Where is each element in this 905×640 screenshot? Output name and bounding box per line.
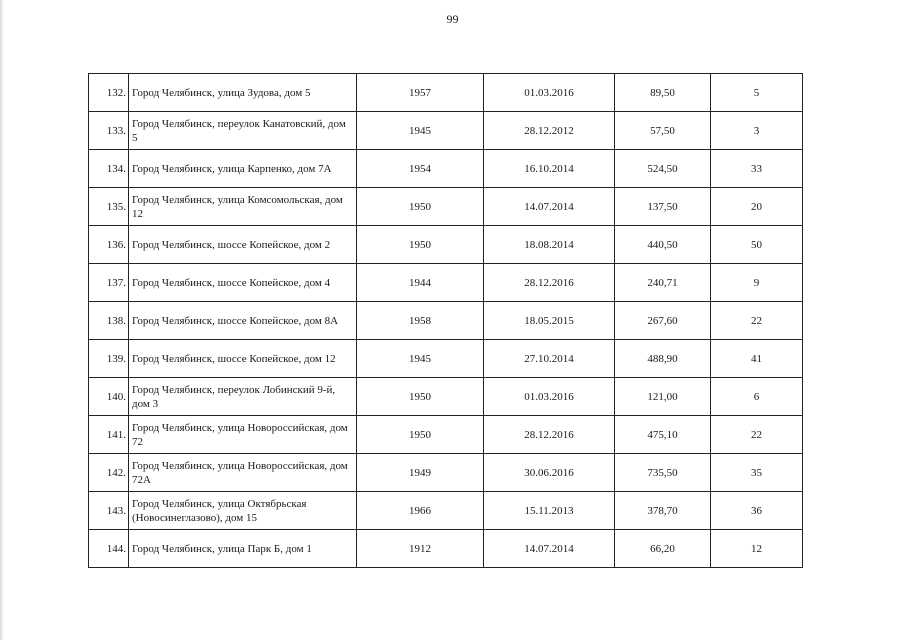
count-cell: 5 [711, 74, 803, 112]
address-cell: Город Челябинск, улица Комсомольская, дом 12 [129, 188, 357, 226]
row-number: 142. [89, 454, 129, 492]
row-number: 133. [89, 112, 129, 150]
count-cell: 3 [711, 112, 803, 150]
area-cell: 488,90 [615, 340, 711, 378]
address-cell: Город Челябинск, улица Карпенко, дом 7А [129, 150, 357, 188]
year-cell: 1958 [357, 302, 484, 340]
date-cell: 01.03.2016 [484, 378, 615, 416]
year-cell: 1957 [357, 74, 484, 112]
year-cell: 1945 [357, 112, 484, 150]
row-number: 134. [89, 150, 129, 188]
address-cell: Город Челябинск, улица Парк Б, дом 1 [129, 530, 357, 568]
address-cell: Город Челябинск, улица Новороссийская, дом 72 [129, 416, 357, 454]
address-cell: Город Челябинск, переулок Лобинский 9-й, дом 3 [129, 378, 357, 416]
count-cell: 50 [711, 226, 803, 264]
year-cell: 1945 [357, 340, 484, 378]
area-cell: 735,50 [615, 454, 711, 492]
area-cell: 475,10 [615, 416, 711, 454]
address-cell: Город Челябинск, шоссе Копейское, дом 4 [129, 264, 357, 302]
area-cell: 440,50 [615, 226, 711, 264]
row-number: 132. [89, 74, 129, 112]
table-row [89, 302, 803, 340]
table-row [89, 150, 803, 188]
date-cell: 30.06.2016 [484, 454, 615, 492]
count-cell: 9 [711, 264, 803, 302]
row-number: 137. [89, 264, 129, 302]
area-cell: 240,71 [615, 264, 711, 302]
count-cell: 35 [711, 454, 803, 492]
table-row [89, 112, 803, 150]
date-cell: 16.10.2014 [484, 150, 615, 188]
table-row [89, 416, 803, 454]
date-cell: 18.05.2015 [484, 302, 615, 340]
table-row [89, 530, 803, 568]
year-cell: 1950 [357, 188, 484, 226]
address-cell: Город Челябинск, шоссе Копейское, дом 2 [129, 226, 357, 264]
year-cell: 1950 [357, 378, 484, 416]
area-cell: 57,50 [615, 112, 711, 150]
year-cell: 1966 [357, 492, 484, 530]
year-cell: 1950 [357, 226, 484, 264]
year-cell: 1954 [357, 150, 484, 188]
table-row [89, 454, 803, 492]
count-cell: 6 [711, 378, 803, 416]
count-cell: 22 [711, 302, 803, 340]
date-cell: 14.07.2014 [484, 188, 615, 226]
address-cell: Город Челябинск, улица Октябрьская (Новосинеглазово), дом 15 [129, 492, 357, 530]
area-cell: 66,20 [615, 530, 711, 568]
address-cell: Город Челябинск, шоссе Копейское, дом 12 [129, 340, 357, 378]
row-number: 135. [89, 188, 129, 226]
date-cell: 14.07.2014 [484, 530, 615, 568]
row-number: 138. [89, 302, 129, 340]
count-cell: 41 [711, 340, 803, 378]
address-cell: Город Челябинск, улица Новороссийская, дом 72А [129, 454, 357, 492]
date-cell: 28.12.2016 [484, 264, 615, 302]
table-row [89, 378, 803, 416]
row-number: 144. [89, 530, 129, 568]
area-cell: 121,00 [615, 378, 711, 416]
year-cell: 1912 [357, 530, 484, 568]
date-cell: 15.11.2013 [484, 492, 615, 530]
row-number: 141. [89, 416, 129, 454]
table-row [89, 188, 803, 226]
table-row [89, 340, 803, 378]
count-cell: 36 [711, 492, 803, 530]
row-number: 143. [89, 492, 129, 530]
date-cell: 27.10.2014 [484, 340, 615, 378]
table-row [89, 226, 803, 264]
table-body [89, 74, 803, 568]
count-cell: 12 [711, 530, 803, 568]
area-cell: 89,50 [615, 74, 711, 112]
housing-registry-table [88, 73, 803, 568]
date-cell: 18.08.2014 [484, 226, 615, 264]
address-cell: Город Челябинск, улица Зудова, дом 5 [129, 74, 357, 112]
address-cell: Город Челябинск, шоссе Копейское, дом 8А [129, 302, 357, 340]
table-row [89, 74, 803, 112]
year-cell: 1950 [357, 416, 484, 454]
count-cell: 22 [711, 416, 803, 454]
page-left-edge [0, 0, 4, 640]
address-cell: Город Челябинск, переулок Канатовский, дом 5 [129, 112, 357, 150]
date-cell: 28.12.2012 [484, 112, 615, 150]
date-cell: 28.12.2016 [484, 416, 615, 454]
year-cell: 1949 [357, 454, 484, 492]
area-cell: 524,50 [615, 150, 711, 188]
page-number: 99 [446, 12, 459, 26]
year-cell: 1944 [357, 264, 484, 302]
row-number: 136. [89, 226, 129, 264]
count-cell: 33 [711, 150, 803, 188]
area-cell: 267,60 [615, 302, 711, 340]
table-row [89, 492, 803, 530]
row-number: 140. [89, 378, 129, 416]
count-cell: 20 [711, 188, 803, 226]
area-cell: 378,70 [615, 492, 711, 530]
area-cell: 137,50 [615, 188, 711, 226]
row-number: 139. [89, 340, 129, 378]
table-row [89, 264, 803, 302]
date-cell: 01.03.2016 [484, 74, 615, 112]
